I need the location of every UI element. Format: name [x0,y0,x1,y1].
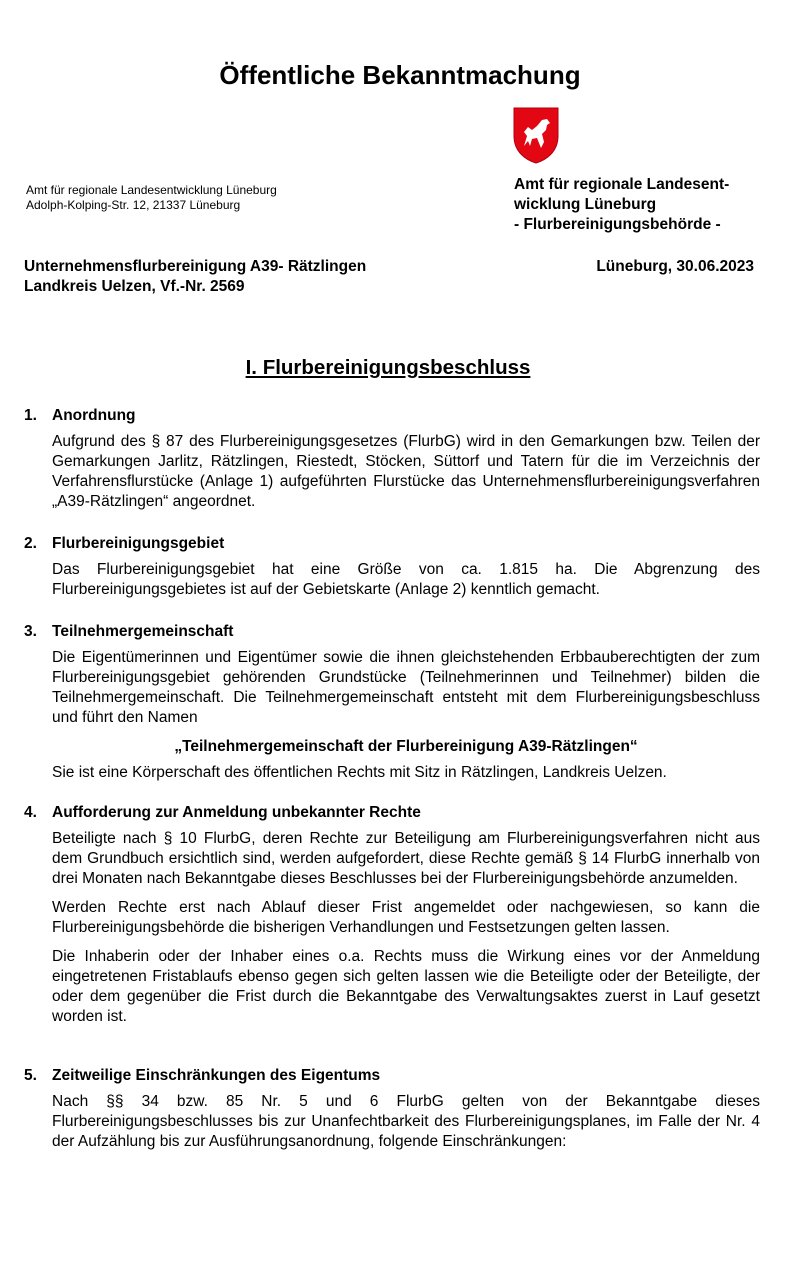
procedure-line: Unternehmensflurbereinigung A39- Rätzlingen [24,258,367,275]
section-anmeldung-rechte [24,803,760,1036]
community-name: „Teilnehmergemeinschaft der Flurbereinigung A39-Rätzlingen“ [174,738,638,755]
section-heading [24,622,760,642]
paragraph: Die Inhaberin oder der Inhaber eines o.a. Rechts muss die Wirkung eines vor der Anmeldung eingetretenen Fristablaufs ebenso gegen sich gelten lassen wie die Beteiligte oder der Beteiligte, der oder dem gegenüber die Frist durch die Bekanntgabe des Verwaltungsaktes zuerst in Lauf gesetzt worden ist. [52,948,760,1025]
section-anordnung [24,406,760,521]
sender-line: Amt für regionale Landesentwicklung Lüneburg [26,183,277,197]
page-title: Öffentliche Bekanntmachung [219,60,581,90]
section-number: 1. [24,407,37,424]
sender-address [26,183,277,213]
section-number: 2. [24,535,37,552]
section-title: Zeitweilige Einschränkungen des Eigentums [52,1067,381,1084]
section-einschraenkungen [24,1066,760,1161]
decision-title: I. Flurbereinigungsbeschluss [245,356,531,379]
lower-saxony-horse-crest-icon [512,106,560,164]
paragraph: Werden Rechte erst nach Ablauf dieser Frist angemeldet oder nachgewiesen, so kann die Flurbereinigungsbehörde die bisherigen Verhandlungen und Festsetzungen gelten lassen. [52,899,760,936]
section-flurbereinigungsgebiet [24,534,760,609]
paragraph: Das Flurbereinigungsgebiet hat eine Größe von ca. 1.815 ha. Die Abgrenzung des Flurbereinigungsgebietes ist auf der Gebietskarte (Anlage 2) kenntlich gemacht. [52,561,760,598]
section-heading [24,803,760,823]
paragraph: Nach §§ 34 bzw. 85 Nr. 5 und 6 FlurbG gelten von der Bekanntgabe dieses Flurbereinigungsbeschlusses bis zur Unanfechtbarkeit des Flurbereinigungsplanes, im Falle der Nr. 4 der Aufzählung bis zur Ausführungsanordnung, folgende Einschränkungen: [52,1093,760,1150]
section-title: Flurbereinigungsgebiet [52,535,225,552]
procedure-reference [24,257,366,297]
sender-line: Adolph-Kolping-Str. 12, 21337 Lüneburg [26,198,241,212]
authority-line: Amt für regionale Landesent- [514,176,730,193]
section-heading [24,534,760,554]
section-heading [24,406,760,426]
section-heading [24,1066,760,1086]
authority-line: wicklung Lüneburg [514,196,657,213]
section-number: 5. [24,1067,37,1084]
paragraph: Beteiligte nach § 10 FlurbG, deren Rechte zur Beteiligung am Flurbereinigungsverfahren nicht aus dem Grundbuch ersichtlich sind, werden aufgefordert, diese Rechte gemäß § 14 FlurbG innerhalb von drei Monaten nach Bekanntgabe dieses Beschlusses bei der Flurbereinigungsbehörde anzumelden. [52,830,760,887]
section-number: 3. [24,623,37,640]
document-date: Lüneburg, 30.06.2023 [596,258,754,275]
section-title: Aufforderung zur Anmeldung unbekannter Rechte [52,804,421,821]
paragraph: Aufgrund des § 87 des Flurbereinigungsgesetzes (FlurbG) wird in den Gemarkungen bzw. Teilen der Gemarkungen Jarlitz, Rätzlingen, Riestedt, Stöcken, Süttorf und Tatern für die im Verzeichnis der Verfahrensflurstücke (Anlage 1) aufgeführten Flurstücke das Unternehmensflurbereinigungsverfahren „A39-Rätzlingen“ angeordnet. [52,433,760,510]
procedure-line: Landkreis Uelzen, Vf.-Nr. 2569 [24,278,245,295]
authority-line: - Flurbereinigungsbehörde - [514,216,721,233]
paragraph: Die Eigentümerinnen und Eigentümer sowie die ihnen gleichstehenden Erbbauberechtigten der zum Flurbereinigungsgebiet gehörenden Grundstücke (Teilnehmerinnen und Teilnehmer) bilden die Teilnehmergemeinschaft. Die Teilnehmergemeinschaft entsteht mit dem Flurbereinigungsbeschluss und führt den Namen [52,649,760,726]
authority-block [514,175,729,235]
section-teilnehmergemeinschaft [24,622,760,792]
section-number: 4. [24,804,37,821]
section-title: Teilnehmergemeinschaft [52,623,234,640]
paragraph: Sie ist eine Körperschaft des öffentlichen Rechts mit Sitz in Rätzlingen, Landkreis Uelzen. [52,764,667,781]
section-title: Anordnung [52,407,136,424]
